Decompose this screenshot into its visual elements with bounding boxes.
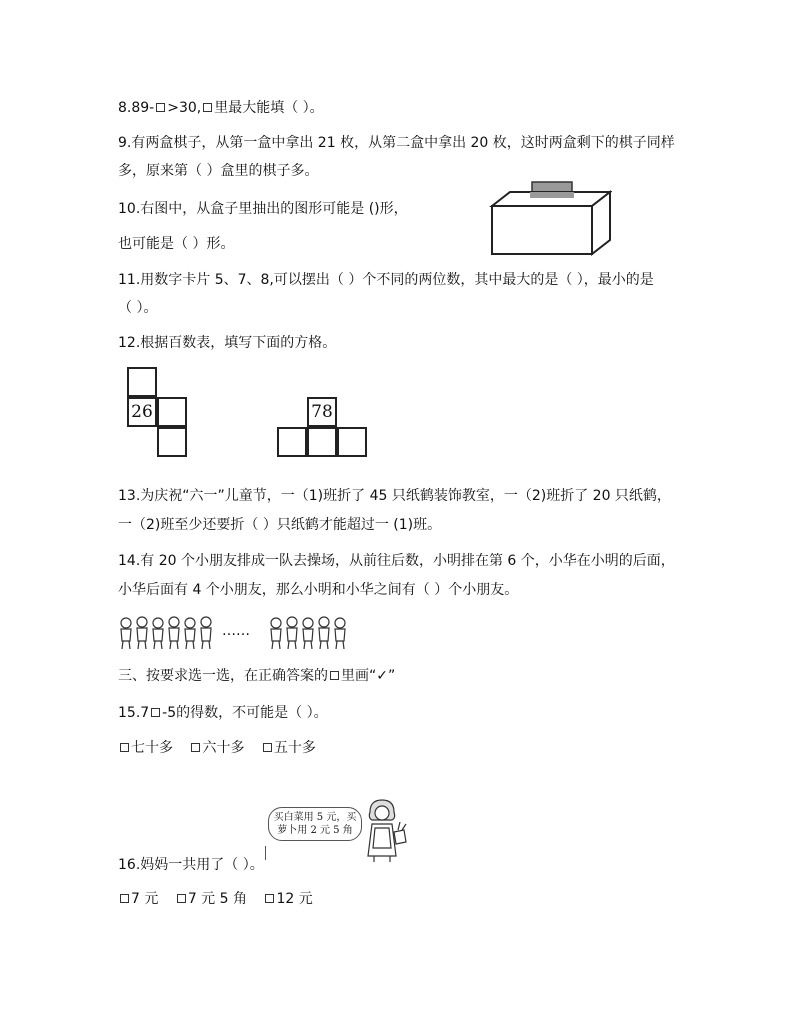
question-16: 16.妈妈一共用了（ ）。 [118, 857, 264, 873]
question-12: 12.根据百数表，填写下面的方格。 [118, 335, 337, 351]
question-13-line2: 一（2)班至少还要折（ ）只纸鹤才能超过一 (1)班。 [118, 517, 442, 533]
checkbox[interactable] [263, 743, 272, 752]
checkbox[interactable] [120, 894, 129, 903]
grid-cell-78: 78 [307, 397, 337, 427]
checkbox[interactable] [265, 894, 274, 903]
option-2[interactable]: 7 元 5 角 [175, 891, 247, 907]
option-3[interactable]: 五十多 [261, 740, 316, 756]
grid-cell-26: 26 [127, 397, 157, 427]
grid-cell [157, 427, 187, 457]
section-3-heading: 三、按要求选一选，在正确答案的 里画“✓” [118, 668, 396, 684]
option-1[interactable]: 7 元 [118, 891, 158, 907]
grid-cell [337, 427, 367, 457]
speech-bubble: 买白菜用 5 元，买 萝卜用 2 元 5 角 [268, 807, 362, 841]
question-10-line2: 也可能是（ ）形。 [118, 236, 235, 252]
question-9-line2: 多，原来第（ ）盒里的棋子多。 [118, 163, 319, 179]
option-3[interactable]: 12 元 [263, 891, 312, 907]
queue-ellipsis: …… [222, 623, 250, 639]
question-16-options [118, 890, 325, 908]
blank-box [330, 671, 339, 680]
grid-cell [127, 367, 157, 397]
question-15-options [118, 739, 328, 757]
grid-cell [157, 397, 187, 427]
question-15: 15.7 -5的得数，不可能是（ ）。 [118, 705, 328, 721]
question-9-line1: 9.有两盒棋子，从第一盒中拿出 21 枚，从第二盒中拿出 20 枚，这时两盒剩下的棋子同样 [118, 135, 675, 151]
grid-cell [307, 427, 337, 457]
option-1[interactable]: 七十多 [118, 740, 173, 756]
question-11-line2: （ ）。 [118, 300, 158, 316]
question-14-line1: 14.有 20 个小朋友排成一队去操场，从前往后数，小明排在第 6 个，小华在小明的后面， [118, 553, 675, 569]
question-8: 8.89- >30, 里最大能填（ ）。 [118, 100, 324, 116]
question-10-line1: 10.右图中，从盒子里抽出的图形可能是 ()形， [118, 201, 408, 217]
box-illustration [488, 178, 612, 258]
mother-illustration [360, 798, 410, 864]
blank-box [203, 103, 212, 112]
option-2[interactable]: 六十多 [189, 740, 244, 756]
blank-box [156, 103, 165, 112]
blank-box [151, 708, 160, 717]
checkbox[interactable] [191, 743, 200, 752]
checkbox[interactable] [120, 743, 129, 752]
divider-mark [265, 846, 266, 860]
question-14-line2: 小华后面有 4 个小朋友，那么小明和小华之间有（ ）个小朋友。 [118, 582, 519, 598]
question-11-line1: 11.用数字卡片 5、7、8,可以摆出（ ）个不同的两位数，其中最大的是（ ），最小的是 [118, 272, 654, 288]
grid-cell [277, 427, 307, 457]
question-13-line1: 13.为庆祝“六一”儿童节，一（1)班折了 45 只纸鹤装饰教室，一（2)班折了 20 只纸鹤， [118, 488, 671, 504]
checkbox[interactable] [177, 894, 186, 903]
